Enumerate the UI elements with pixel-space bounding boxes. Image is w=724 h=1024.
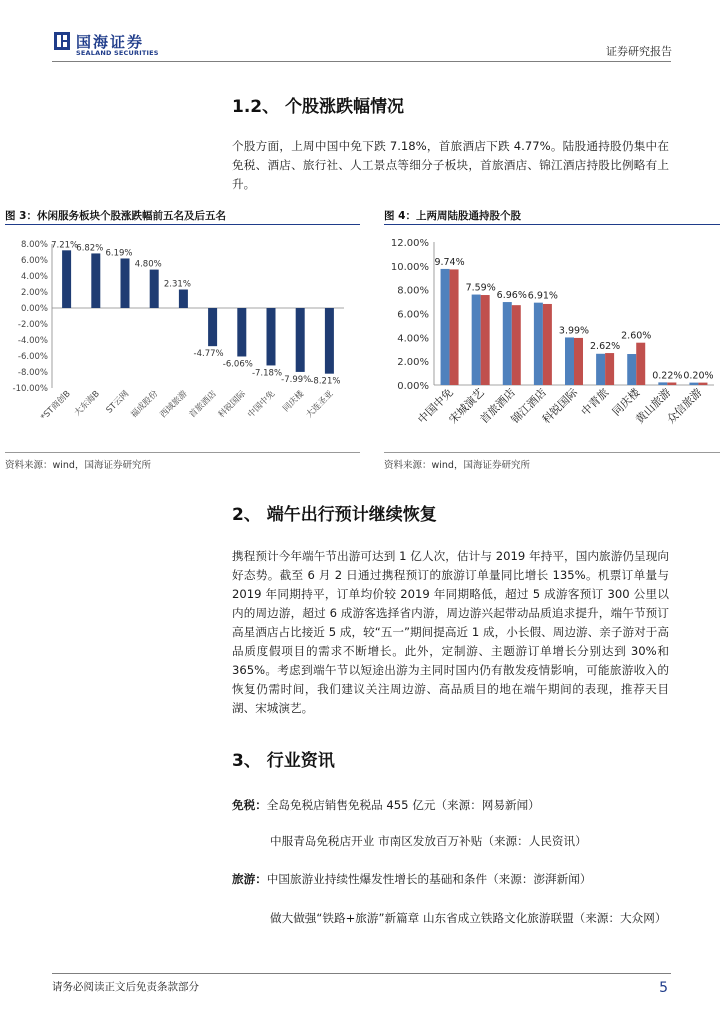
data-label: -6.06% — [222, 359, 253, 370]
logo-english-name: SEALAND SECURITIES — [76, 49, 159, 57]
x-tick-label: 科锐国际 — [539, 385, 581, 427]
logo-chinese-name: 国海证券 — [76, 33, 145, 51]
x-tick-label: 宋城演艺 — [446, 385, 487, 427]
x-tick-label: 锦江酒店 — [508, 385, 550, 427]
bar — [596, 354, 605, 385]
figure-3-title-rule — [5, 224, 360, 225]
paragraph-text: 个股方面，上周中国中免下跌 7.18%，首旅酒店下跌 4.77%。陆股通持股仍集中在免税、酒店、旅行社、人工景点等细分子板块，首旅酒店、锦江酒店持股比例略有上升。 — [232, 139, 669, 191]
bar — [179, 290, 188, 308]
figure-3-title: 图 3：休闲服务板块个股涨跌幅前五名及后五名 — [5, 210, 226, 222]
bar — [481, 295, 490, 385]
figure-4-title: 图 4：上两周陆股通持股个股 — [384, 210, 521, 222]
y-tick-label: 6.00% — [20, 256, 48, 266]
figure-3-chart — [0, 228, 360, 450]
data-label: 6.91% — [527, 290, 558, 302]
bar — [565, 337, 574, 385]
data-label: 6.96% — [496, 290, 527, 302]
figure-3-source-rule — [5, 452, 360, 453]
data-label: -8.21% — [310, 376, 341, 387]
y-tick-label: -8.00% — [17, 368, 48, 378]
figure-4-title-rule — [384, 224, 720, 225]
data-label: 2.62% — [590, 341, 621, 353]
bar — [512, 305, 521, 385]
y-tick-label: 8.00% — [20, 240, 48, 250]
paragraph-text: 携程预计今年端午节出游可达到 1 亿人次，估计与 2019 年持平，国内旅游仍呈现向好态势。截至 6 月 2 日通过携程预订的旅游订单量同比增长 135%。机票订单量与 2019 年同期持平，订单均价较 2019 年同期略低，超过 5 成游客预订 300 公里以内的周边游，超过 6 成游客选择省内游，周边游兴起带动品质追求提升，端午节预订高星酒店占比接近 5 成，较“五一”期间提高近 1 成，小长假、周边游、亲子游对于高品质度假项目的需求不断增长。此外，定制游、主题游订单增长分别达到 30%和 365%。考虑到端午节以短途出游为主同时国内仍有散发疫情影响，可能旅游收入的恢复仍需时间，我们建议关注周边游、高品质目的地在端午期间的表现，推荐天目湖、宋城演艺。 — [232, 549, 669, 715]
bar — [441, 269, 450, 385]
bar — [667, 382, 676, 385]
data-label: -7.18% — [251, 368, 283, 379]
data-label: -7.99% — [281, 374, 312, 385]
data-label: 7.21% — [51, 240, 79, 251]
data-label: 2.31% — [163, 279, 191, 290]
x-tick-label: 中国中免 — [415, 385, 456, 427]
bar — [62, 250, 71, 308]
bar — [534, 303, 543, 385]
section-title-1-2: 1.2、 个股涨跌幅情况 — [232, 97, 405, 117]
data-label: 9.74% — [434, 256, 465, 268]
data-label: 4.80% — [134, 259, 162, 270]
bar — [325, 308, 334, 374]
y-tick-label: 8.00% — [397, 285, 429, 297]
bar — [636, 343, 645, 385]
x-tick-label: 同庆楼 — [281, 389, 307, 415]
figure-4-source: 资料来源：wind，国海证券研究所 — [384, 460, 530, 471]
x-tick-label: 中国中免 — [245, 389, 278, 421]
section-title-2: 2、 端午出行预计继续恢复 — [232, 505, 437, 525]
figure-4-chart — [384, 228, 720, 450]
data-label: 2.60% — [621, 330, 652, 342]
y-tick-label: -4.00% — [17, 336, 48, 346]
x-tick-label: 黄山旅游 — [633, 385, 674, 427]
footer-divider — [52, 973, 671, 974]
y-tick-label: 0.00% — [397, 381, 429, 392]
bar — [698, 383, 707, 385]
page-number: 5 — [659, 980, 668, 996]
y-tick-label: 6.00% — [397, 309, 429, 321]
data-label: 0.20% — [683, 370, 714, 382]
news-tag: 免税： — [232, 798, 267, 812]
figure-4-source-rule — [384, 452, 720, 453]
news-text: 中国旅游业持续性爆发性增长的基础和条件（来源：澎湃新闻） — [266, 872, 592, 886]
x-tick-label: 众信旅游 — [664, 385, 705, 427]
bar — [472, 295, 481, 385]
data-label: 3.99% — [558, 325, 590, 337]
footer-disclaimer: 请务必阅读正文后免责条款部分 — [52, 981, 199, 993]
bar — [208, 308, 217, 346]
y-tick-label: 4.00% — [20, 272, 48, 282]
bar — [267, 308, 276, 365]
x-tick-label: 科锐国际 — [216, 389, 248, 421]
data-label: 6.82% — [76, 243, 104, 254]
bar — [605, 353, 614, 385]
y-tick-label: -2.00% — [17, 320, 48, 330]
x-tick-label: ST云网 — [104, 389, 132, 416]
x-tick-label: 大连圣亚 — [304, 389, 336, 421]
news-text: 全岛免税店销售免税品 455 亿元（来源：网易新闻） — [266, 798, 540, 812]
bar — [121, 258, 130, 308]
bar — [689, 383, 698, 385]
bar — [450, 269, 459, 385]
x-tick-label: 西域旅游 — [158, 389, 190, 421]
y-tick-label: 10.00% — [390, 261, 429, 273]
news-item — [270, 833, 587, 849]
data-label: 6.19% — [105, 248, 133, 259]
x-tick-label: 同庆楼 — [609, 385, 643, 419]
news-tag: 旅游： — [232, 872, 267, 886]
y-tick-label: 12.00% — [390, 238, 429, 249]
news-item — [232, 908, 669, 929]
figure-3-source: 资料来源：wind，国海证券研究所 — [5, 460, 151, 471]
news-text: 做大做强“铁路+旅游”新篇章 山东省成立铁路文化旅游联盟（来源：大众网） — [270, 911, 667, 925]
sealand-logo-icon — [54, 32, 70, 50]
y-tick-label: 0.00% — [20, 304, 48, 314]
y-tick-label: -10.00% — [12, 384, 48, 394]
section-1-2-paragraph — [232, 137, 669, 194]
bar — [296, 308, 305, 372]
bar — [150, 270, 159, 308]
data-label: -4.77% — [193, 349, 224, 360]
header-divider — [52, 61, 671, 62]
data-label: 0.22% — [652, 370, 683, 382]
x-tick-label: 中青旅 — [578, 385, 612, 419]
x-tick-label: 首旅酒店 — [477, 385, 518, 427]
bar — [91, 253, 100, 308]
bar — [658, 382, 667, 385]
y-tick-label: 4.00% — [397, 333, 429, 345]
bar — [237, 308, 246, 356]
y-tick-label: 2.00% — [397, 357, 429, 369]
bar — [627, 354, 636, 385]
y-tick-label: 2.00% — [20, 288, 48, 298]
section-title-3: 3、 行业资讯 — [232, 751, 335, 771]
bar — [543, 304, 552, 385]
news-item — [232, 797, 540, 813]
y-tick-label: -6.00% — [17, 352, 48, 362]
x-tick-label: *ST商创B — [39, 389, 73, 423]
news-item — [232, 871, 591, 887]
data-label: 7.59% — [465, 282, 496, 294]
x-tick-label: 福成股份 — [129, 389, 161, 421]
bar — [574, 338, 583, 385]
x-tick-label: 首旅酒店 — [187, 389, 219, 421]
section-2-paragraph — [232, 547, 669, 718]
news-text: 中服青岛免税店开业 市南区发放百万补贴（来源：人民资讯） — [270, 834, 587, 848]
x-tick-label: 大东海B — [72, 389, 102, 419]
bar — [503, 302, 512, 385]
report-type-label: 证券研究报告 — [606, 45, 672, 58]
